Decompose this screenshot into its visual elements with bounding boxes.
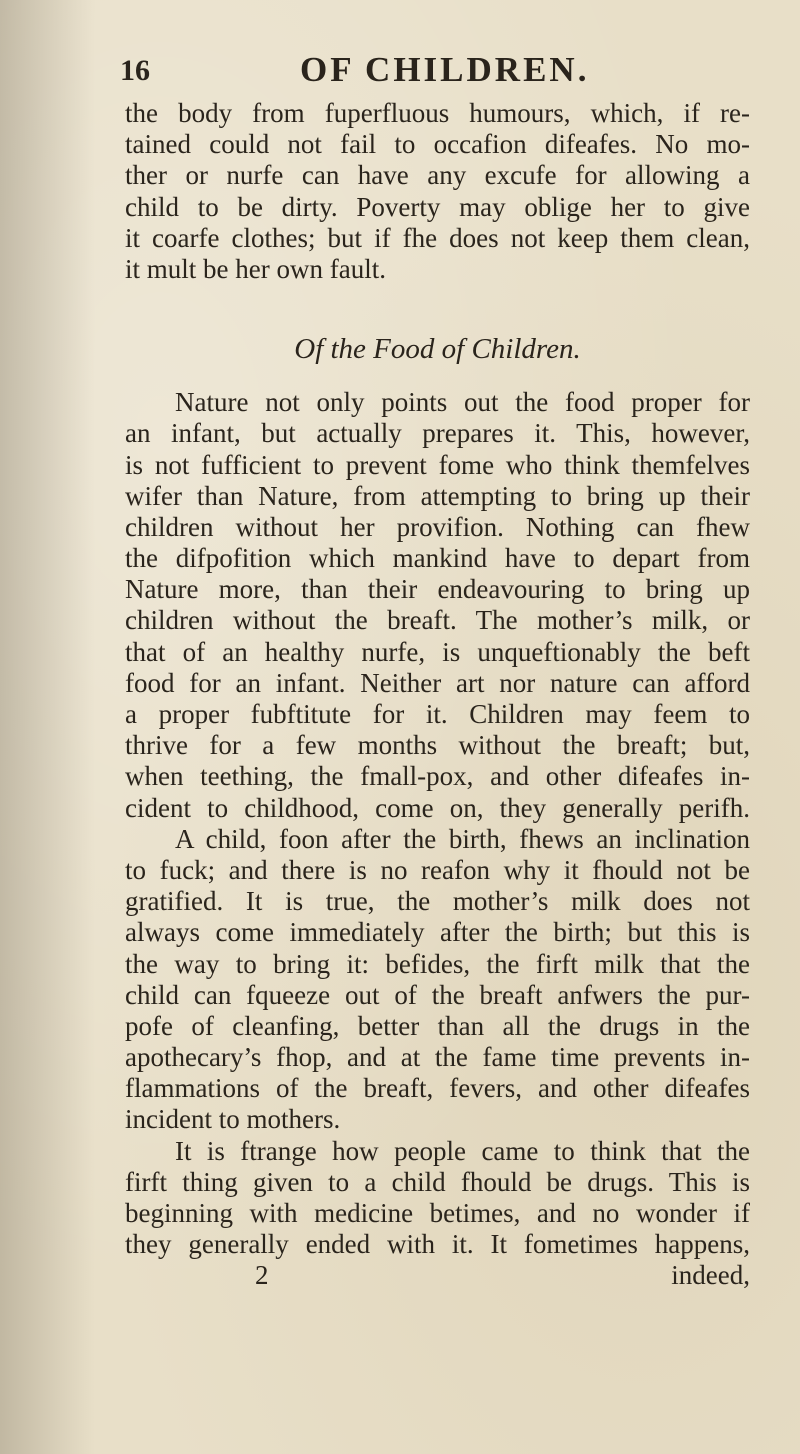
catchword: indeed, [671, 1260, 750, 1291]
text-line: A child, foon after the birth, fhews an inclination [175, 823, 750, 854]
text-line: food for an infant. Neither art nor nature can afford [125, 667, 750, 698]
page-footer [125, 1260, 750, 1291]
text-line: apothecary’s fhop, and at the fame time prevents in- [125, 1042, 750, 1073]
text-line: tained could not fail to occafion difeafes. No mo- [125, 129, 750, 160]
text-line: cident to childhood, come on, they generally perifh. [125, 792, 750, 823]
text-line: an infant, but actually prepares it. This, however, [125, 418, 750, 449]
text-line: that of an healthy nurfe, is unqueftionably the beft [125, 636, 750, 667]
page-header [120, 46, 740, 96]
text-line: It is ftrange how people came to think that the [175, 1135, 750, 1166]
text-line: to fuck; and there is no reafon why it fhould not be [125, 854, 750, 885]
text-line: the difpofition which mankind have to depart from [125, 543, 750, 574]
text-line: firft thing given to a child fhould be drugs. This is [125, 1166, 750, 1197]
signature-mark: 2 [255, 1260, 269, 1291]
text-line: children without the breaft. The mother’s milk, or [125, 605, 750, 636]
text-line: beginning with medicine betimes, and no wonder if [125, 1198, 750, 1228]
text-line: Nature more, than their endeavouring to bring up [125, 574, 750, 605]
text-line: the way to bring it: befides, the firft milk that the [125, 948, 750, 979]
paragraph [125, 98, 750, 285]
text-line: children without her provifion. Nothing can fhew [125, 511, 750, 542]
text-line: incident to mothers. [125, 1104, 341, 1135]
text-line: child can fqueeze out of the breaft anfwers the pur- [125, 979, 750, 1010]
text-line: wifer than Nature, from attempting to bring up their [125, 480, 750, 511]
body-text [125, 98, 750, 1292]
text-line: Nature not only points out the food proper for [175, 387, 750, 418]
running-head: OF CHILDREN. [300, 50, 590, 89]
text-line: always come immediately after the birth; but this is [125, 917, 750, 948]
text-line: is not fufficient to prevent fome who think themfelves [125, 449, 750, 480]
paragraph [125, 1136, 750, 1261]
page-number: 16 [120, 54, 150, 87]
text-line: pofe of cleanfing, better than all the drugs in the [125, 1010, 750, 1041]
text-line: they generally ended with it. It fometimes happens, [125, 1229, 750, 1260]
section-heading: Of the Food of Children. [294, 333, 581, 366]
text-line: it mult be her own fault. [125, 253, 386, 284]
text-line: flammations of the breaft, fevers, and other difeafes [125, 1073, 750, 1104]
text-line: child to be dirty. Poverty may oblige her to give [125, 191, 750, 222]
text-line: gratified. It is true, the mother’s milk does not [125, 886, 750, 917]
text-line: when teething, the fmall-pox, and other difeafes in- [125, 761, 750, 792]
page-gutter-shadow [0, 0, 95, 1454]
paragraph [125, 387, 750, 824]
text-line: it coarfe clothes; but if fhe does not keep them clean, [125, 222, 750, 253]
text-line: a proper fubftitute for it. Children may feem to [125, 699, 750, 729]
text-line: the body from fuperfluous humours, which, if re- [125, 98, 750, 128]
text-line: ther or nurfe can have any excufe for allowing a [125, 160, 750, 191]
text-line: thrive for a few months without the breaft; but, [125, 730, 750, 761]
paragraph [125, 824, 750, 1136]
